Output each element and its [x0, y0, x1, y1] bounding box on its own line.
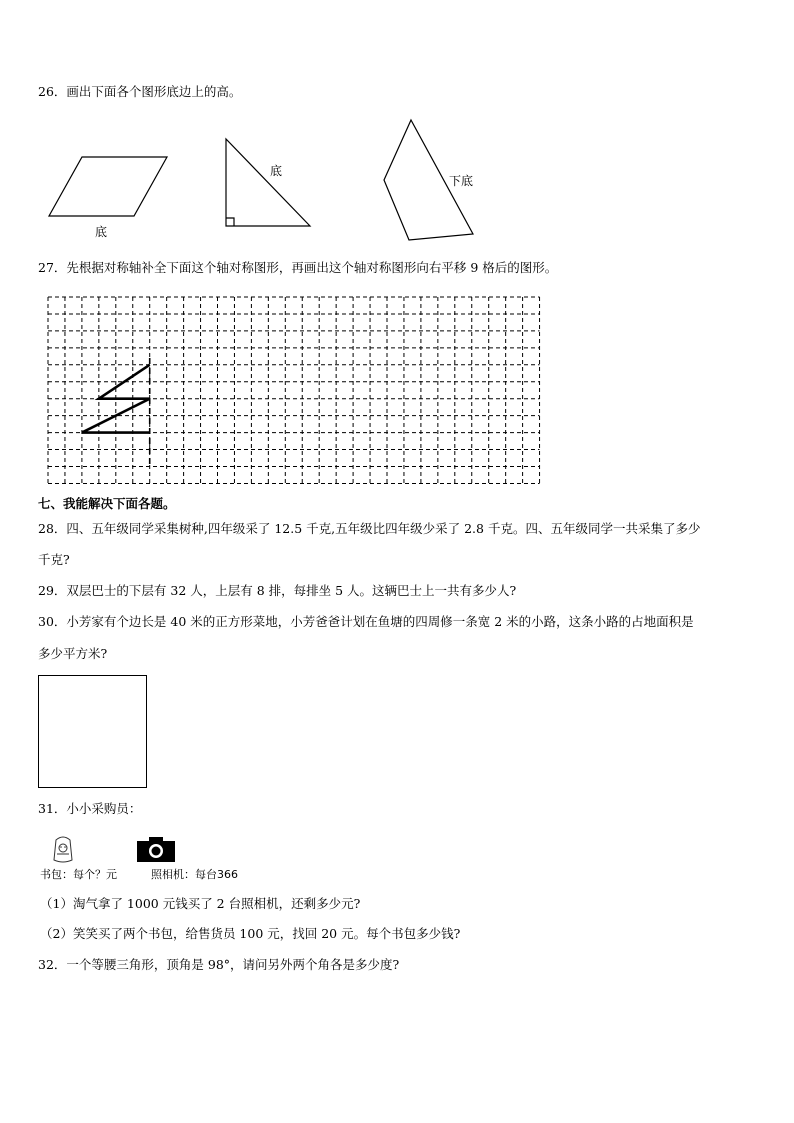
trapezoid-base-label: 下底: [449, 174, 474, 188]
triangle-base-label: 底: [270, 164, 283, 178]
section-7-heading: 七、我能解决下面各题。: [38, 496, 176, 511]
question-31-sub2: （2）笑笑买了两个书包，给售货员 100 元，找回 20 元。每个书包多少钱?: [40, 926, 461, 941]
question-32: 32．一个等腰三角形，顶角是 98°，请问另外两个角各是多少度?: [38, 957, 400, 972]
question-29: 29．双层巴士的下层有 32 人，上层有 8 排，每排坐 5 人。这辆巴士上一共有多少人?: [38, 583, 517, 598]
parallelogram-base-label: 底: [95, 225, 108, 239]
question-26: 26．画出下面各个图形底边上的高。: [38, 84, 242, 99]
dashed-grid: [0, 0, 794, 500]
camera-price-label: 照相机：每台366: [151, 868, 238, 881]
question-30-line1: 30．小芳家有个边长是 40 米的正方形菜地，小芳爸爸计划在鱼塘的四周修一条宽 2 米的小路，这条小路的占地面积是: [38, 614, 694, 629]
schoolbag-icon: [48, 834, 78, 864]
question-31-sub1: （1）淘气拿了 1000 元钱买了 2 台照相机，还剩多少元?: [40, 896, 361, 911]
question-27: 27．先根据对称轴补全下面这个轴对称图形，再画出这个轴对称图形向右平移 9 格后的图形。: [38, 260, 558, 275]
bag-price-label: 书包：每个？元: [40, 868, 117, 881]
camera-icon: [137, 836, 175, 862]
question-30-line2: 多少平方米?: [38, 646, 108, 661]
square-field: [38, 675, 147, 788]
question-28-line2: 千克?: [38, 552, 70, 567]
question-31: 31．小小采购员：: [38, 801, 142, 816]
question-28-line1: 28．四、五年级同学采集树种,四年级采了 12.5 千克,五年级比四年级少采了 2.8 千克。四、五年级同学一共采集了多少: [38, 521, 701, 536]
